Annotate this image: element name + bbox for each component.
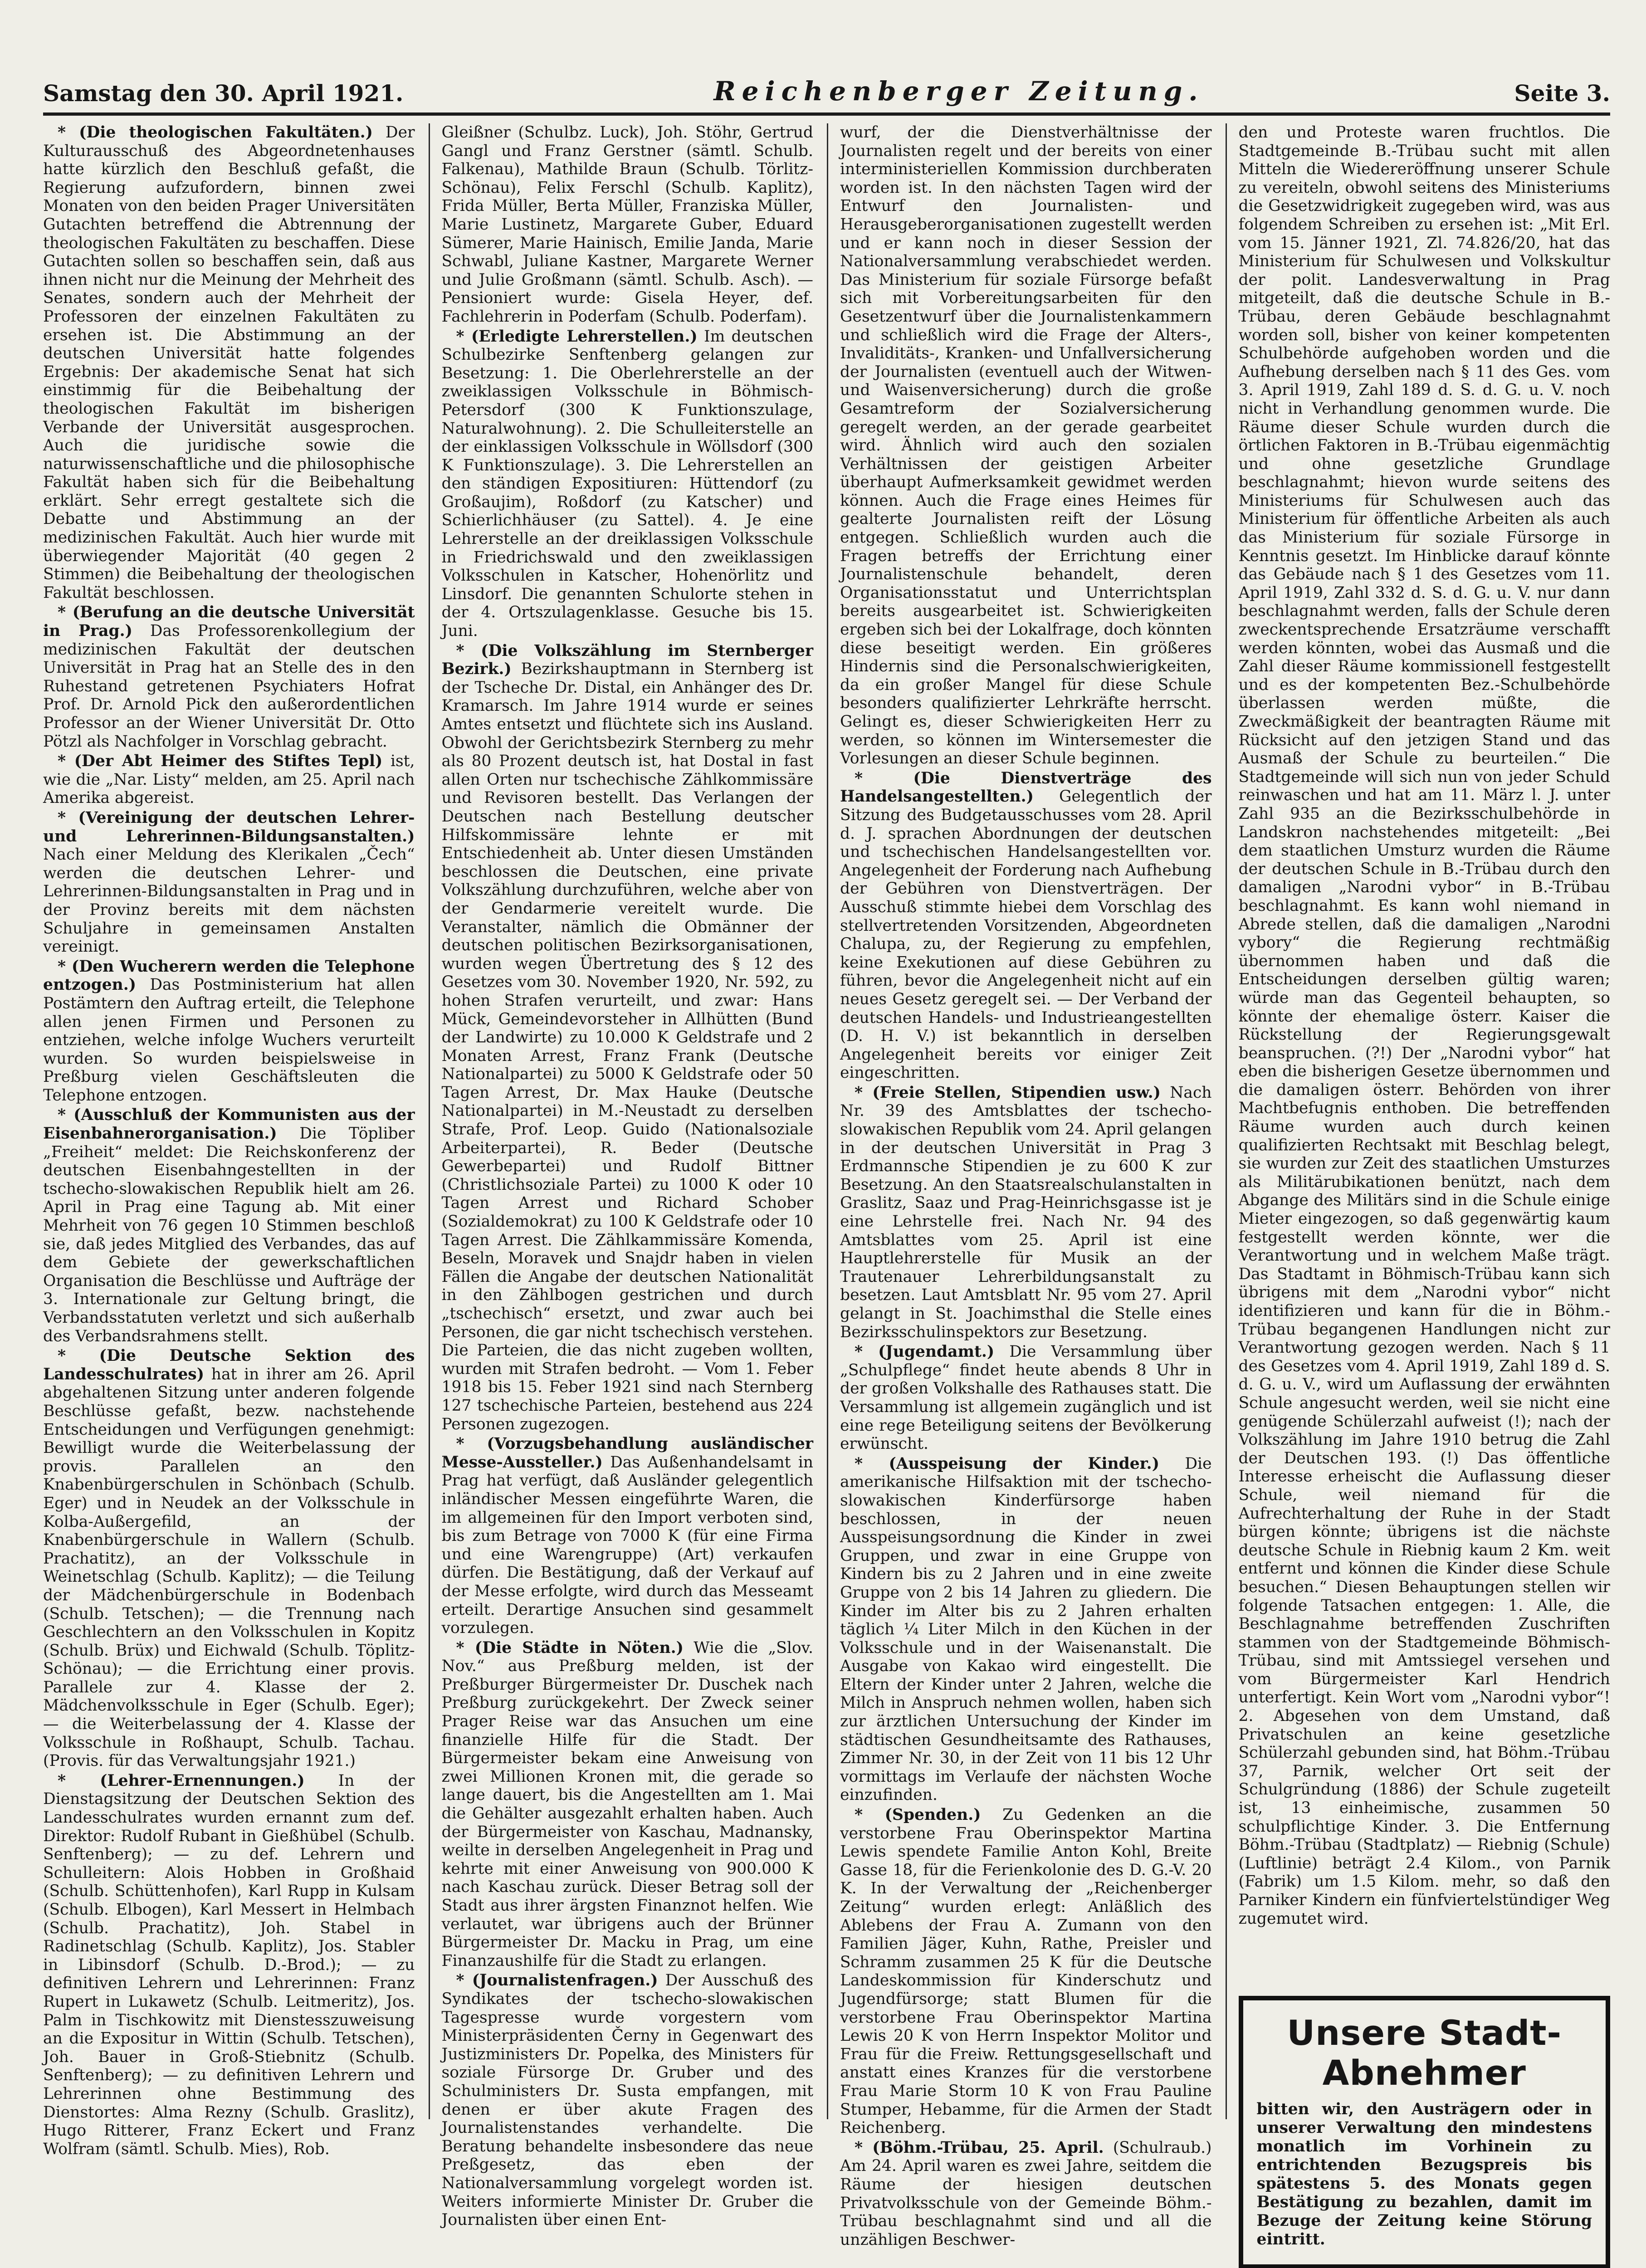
article-text: Die Töpliber „Freiheit“ meldet: Die Reichskonferenz der deutschen Eisenbahngestellten in der tschecho-slowakischen Republik hielt am 26. April in Prag eine Tagung ab. Mit einer Mehrheit von 76 gegen 10 Stimmen beschloß sie, daß jedes Mitglied des Verbandes, das auf dem Gebiete der gewerkschaftlichen Organisation die Beschlüsse und Aufträge der 3. Internationale zur Geltung bringt, die Verbandsstatuten verletzt und sich außerhalb des Verbandsrahmens stellt. — [43, 1124, 415, 1345]
article-paragraph — [43, 123, 415, 602]
article-paragraph — [442, 123, 814, 326]
article-text: wurf, der die Dienstverhältnisse der Journalisten regelt und der bereits von einer interministeriellen Kommission durchberaten worden ist. In den nächsten Tagen wird der Entwurf den Journalisten- und Herausgeberorganisationen zugestellt werden und er kann noch in dieser Session der Nationalversammlung verabschiedet werden. Das Ministerium für soziale Fürsorge befaßt sich mit Vorbereitungsarbeiten für den Gesetzentwurf über die Journalistenkammern und schließlich wird die Frage der Alters-, Invaliditäts-, Kranken- und Unfallversicherung der Journalisten (eventuell auch der Witwen- und Waisenversicherung) durch die große Gesamtreform der Sozialversicherung geregelt werden, an der gerade gearbeitet wird. Ähnlich wird auch den sozialen Verhältnissen der geistigen Arbeiter überhaupt Aufmerksamkeit gewidmet werden können. Auch die Frage eines Heimes für gealterte Journalisten reift der Lösung entgegen. Schließlich wurden auch die Fragen betreffs der Errichtung einer Journalistenschule behandelt, deren Organisationsstatut und Unterrichtsplan bereits ausgearbeitet ist. Schwierigkeiten ergeben sich bei der Lokalfrage, doch könnten diese beseitigt werden. Ein größeres Hindernis sind die Personalschwierigkeiten, da ein großer Mangel für diese Schule besonders qualifizierter Lehrkräfte herrscht. Gelingt es, dieser Schwierigkeiten Herr zu werden, so können im Wintersemester die Vorlesungen an dieser Schule beginnen. — [840, 123, 1212, 768]
article-text: den und Proteste waren fruchtlos. Die Stadtgemeinde B.-Trübau sucht mit allen Mitteln die Wiedereröffnung unserer Schule zu vereiteln, obwohl seitens des Ministeriums die Gesetzwidrigkeit zugegeben wird, was aus folgendem Schreiben zu ersehen ist: „Mit Erl. vom 15. Jänner 1921, Zl. 74.826/20, hat das Ministerium für Schulwesen und Volkskultur der polit. Landesverwaltung in Prag mitgeteilt, daß die deutsche Schule in B.-Trübau, deren Gebäude beschlagnahmt worden soll, bisher von keiner kompetenten Schulbehörde aufgehoben worden und die Aufhebung derselben nach § 11 des Ges. vom 3. April 1919, Zahl 189 d. S. d. G. u. V. noch nicht in Verhandlung genommen wurde. Die Räume dieser Schule wurden durch die örtlichen Faktoren in B.-Trübau eigenmächtig und ohne gesetzliche Grundlage beschlagnahmt; hievon wurde seitens des Ministeriums für Schulwesen auch das Ministerium für öffentliche Arbeiten als auch das Ministerium für soziale Fürsorge in Kenntnis gesetzt. Im Hinblicke darauf könnte das Gebäude nach § 1 des Gesetzes vom 11. April 1919, Zahl 332 d. S. d. G. u. V. nur dann beschlagnahmt werden, falls der Schule deren zweckentsprechende Ersatzräume verschafft werden könnten, wobei das Ausmaß und die Zahl dieser Räume kommissionell festgestellt und es der kompetenten Bez.-Schulbehörde überlassen werden müßte, die Zweckmäßigkeit der beantragten Räume mit Rücksicht auf den jetzigen Stand und das Ausmaß der Schule zu beurteilen.“ Die Stadtgemeinde will sich nun von jeder Schuld reinwaschen und hat am 11. März l. J. unter Zahl 935 an die Bezirksschulbehörde in Landskron nachstehendes mitgeteilt: „Bei dem staatlichen Umsturz wurden die Räume der deutschen Schule in B.-Trübau durch den damaligen „Narodni vybor“ in B.-Trübau beschlagnahmt. Es kann wohl niemand in Abrede stellen, daß die damaligen „Narodni vybory“ die Regierung rechtmäßig übernommen haben und daß die Entscheidungen derselben gültig waren; würde man das Gegenteil behaupten, so könnte der ehemalige österr. Kaiser die Rückstellung der Regierungsgewalt beanspruchen. (?!) Der „Narodni vybor“ hat eben die bisherigen Gesetze übernommen und die damaligen österr. Behörden von ihrer Machtbefugnis enthoben. Die betreffenden Räume wurden auch durch keinen qualifizierten Rechtsakt mit Beschlag belegt, sie wurden zur Zeit des staatlichen Umsturzes als Militärubikationen benützt, nach dem Abgange des Militärs sind in die Schule einige Mieter eingezogen, so daß gegenwärtig kaum festgestellt werden könnte, wer die Verantwortung und in welchem Maße trägt. Das Stadtamt in Böhmisch-Trübau kann sich übrigens mit dem „Narodni vybor“ nicht identifizieren und kann für die in Böhm.-Trübau begangenen Handlungen nicht zur Verantwortung gezogen werden. Nach § 11 des Gesetzes vom 4. April 1919, Zahl 189 d. S. d. G. u. V., wird um Auflassung der erwähnten Schule angesucht werden, weil sie nicht eine genügende Schülerzahl aufweist (!); nach der Volkszählung im Jahre 1910 betrug die Zahl der Deutschen 193. (!) Das öffentliche Interesse erheischt die Auflassung dieser Schule, weil niemand für die Aufrechterhaltung der Ruhe in der Stadt bürgen könnte; übrigens ist die nächste deutsche Schule in Riebnig kaum 2 Km. weit entfernt und können die Kinder diese Schule besuchen.“ Diesen Behauptungen stellen wir folgende Tatsachen entgegen: 1. Alle, die Beschlagnahme betreffenden Zuschriften stammen von der Stadtgemeinde Böhmisch-Trübau, sind mit Amtssiegel versehen und vom Bürgermeister Karl Hendrich unterfertigt. Kein Wort vom „Narodni vybor“! 2. Abgesehen von dem Umstand, daß Privatschulen an keine gesetzliche Schülerzahl gebunden sind, hat Böhm.-Trübau 37, Parnik, welcher Ort seit der Schulgründung (1886) der Schule zugeteilt ist, 13 einheimische, zusammen 50 schulpflichtige Kinder. 3. Die Entfernung Böhm.-Trübau (Stadtplatz) — Riebnig (Schule) (Luftlinie) beträgt 2.4 Kilom., von Parnik (Fabrik) um 1.5 Kilom. mehr, so daß den Parniker Kindern ein fünfviertelstündiger Weg zugemutet wird. — [1238, 123, 1610, 1928]
article-heading: * (Berufung an die deutsche Universität in Prag.) — [43, 603, 415, 640]
article-text: Nach Nr. 39 des Amtsblattes der tschecho-slowakischen Republik vom 24. April gelangen in der deutschen Universität in Prag 3 Erdmannsche Stipendien je zu 600 K zur Besetzung. An den Staatsrealschulanstalten in Graslitz, Saaz und Prag-Heinrichsgasse ist je eine Lehrstelle frei. Nach Nr. 94 des Amtsblattes vom 25. April ist eine Hauptlehrerstelle für Musik an der Trautenauer Lehrerbildungsanstalt zu besetzen. Laut Amtsblatt Nr. 95 vom 27. April gelangt in St. Joachimsthal die Stelle eines Bezirksschulinspektors zur Besetzung. — [840, 1083, 1212, 1341]
article-paragraph — [43, 1347, 415, 1770]
article-paragraph — [43, 1106, 415, 1345]
article-paragraph — [840, 1455, 1212, 1804]
article-paragraph — [840, 123, 1212, 768]
article-text: Die Versammlung über „Schulpflege“ findet heute abends 8 Uhr in der großen Volkshalle des Rathauses statt. Die Versammlung ist allgemein zugänglich und ist eine rege Beteiligung seitens der Bevölkerung erwünscht. — [840, 1343, 1212, 1453]
newspaper-title: Reichenberger Zeitung. — [713, 76, 1204, 107]
article-text: ist, wie die „Nar. Listy“ melden, am 25. April nach Amerika abgereist. — [43, 752, 415, 807]
page-header — [43, 66, 1610, 107]
article-text: Nach einer Meldung des Klerikalen „Čech“ werden die deutschen Lehrer- und Lehrerinnen-Bildungsanstalten in Prag und in der Provinz bereits mit dem nächsten Schuljahre in gemeinsamen Anstalten vereinigt. — [43, 846, 415, 956]
article-paragraph — [840, 1084, 1212, 1341]
notice-title: Unsere Stadt-Abnehmer — [1287, 2013, 1562, 2093]
article-paragraph — [43, 752, 415, 807]
article-text: Das Postministerium hat allen Postämtern den Auftrag erteilt, die Telephone allen jenen Firmen und Personen zu entziehen, welche infolge Wuchers verurteilt wurden. So wurden beispielsweise in Preßburg vielen Geschäftsleuten die Telephone entzogen. — [43, 976, 415, 1105]
article-text: In der Dienstagsitzung der Deutschen Sektion des Landesschulrates wurden ernannt zum def. Direktor: Rudolf Rubant in Gießhübel (Schulb. Senftenberg); — zu def. Lehrern und Schulleitern: Alois Hobben in Großhaid (Schulb. Schüttenhofen), Karl Rupp in Kulsam (Schulb. Elbogen), Karl Messert in Helmbach (Schulb. Prachatitz), Joh. Stabel in Radinetschlag (Schulb. Kaplitz), Jos. Stabler in Libinsdorf (Schulb. D.-Brod.); — zu definitiven Lehrern und Lehrerinnen: Franz Rupert in Lukawetz (Schulb. Leitmeritz), Jos. Palm in Tischkowitz mit Dienstesszuweisung an die Expositur in Wittin (Schulb. Tetschen), Joh. Bauer in Groß-Stiebnitz (Schulb. Senftenberg); — zu definitiven Lehrern und Lehrerinnen ohne Bestimmung des Dienstortes: Alma Rezny (Schulb. Graslitz), Hugo Ritterer, Franz Eckert und Franz Wolfram (sämtl. Schulb. Mies), Rob. — [43, 1771, 415, 2158]
article-columns — [43, 123, 1610, 2249]
article-heading: * (Jugendamt.) — [855, 1343, 995, 1361]
column-2 — [429, 123, 814, 2229]
article-paragraph — [442, 1971, 814, 2229]
issue-date: Samstag den 30. April 1921. — [43, 80, 404, 107]
header-rule — [43, 112, 1610, 116]
article-heading: * (Böhm.-Trübau, 25. April. — [855, 2138, 1104, 2157]
article-text: hat in ihrer am 26. April abgehaltenen Sitzung unter anderen folgende Beschlüsse gefaßt, bezw. nachstehende Entscheidungen und Verfügungen genehmigt: Bewilligt wurde die Weiterbelassung der provis. Parallelen an den Knabenbürgerschulen in Schönbach (Schulb. Eger) und in Neudek an der Volksschule in Kolba-Außergefild, an der Knabenbürgerschule in Wallern (Schulb. Prachatitz), an der Volksschule in Weinetschlag (Schulb. Kaplitz); — die Teilung der Mädchenbürgerschule in Bodenbach (Schulb. Tetschen); — die Trennung nach Geschlechtern an den Volksschulen in Kopitz (Schulb. Brüx) und Eichwald (Schulb. Töplitz-Schönau); — die Errichtung einer provis. Parallele zur 4. Klasse der 2. Mädchenvolksschule in Eger (Schulb. Eger); — die Weiterbelassung der 4. Klasse der Volksschule in Roßhaupt, Schulb. Tachau. (Provis. für das Verwaltungsjahr 1921.) — [43, 1365, 415, 1770]
article-text: Wie die „Slov. Nov.“ aus Preßburg melden, ist der Preßburger Bürgermeister Dr. Duschek nach Preßburg zurückgekehrt. Der Zweck seiner Prager Reise war das Ansuchen um eine finanzielle Hilfe für die Stadt. Der Bürgermeister bekam eine Anweisung von zwei Millionen Kronen mit, die gerade so lange dauert, bis die Angestellten am 1. Mai die Gehälter ausgezahlt erhalten haben. Auch der Bürgermeister von Kaschau, Madnansky, weilte in derselben Angelegenheit in Prag und kehrte mit einer Anweisung von 900.000 K nach Kaschau zurück. Dieser Betrag soll der Stadt aus ihrer ärgsten Finanznot helfen. Wie verlautet, war übrigens auch der Brünner Bürgermeister Dr. Macku in Prag, um eine Finanzaushilfe für die Stadt zu erlangen. — [441, 1638, 814, 1970]
article-text: (Schulraub.) Am 24. April waren es zwei Jahre, seitdem die Räume der hiesigen deutschen Privatvolksschule von der Gemeinde Böhm.-Trübau beschlagnahmt sind und all die unzähligen Beschwer- — [840, 2138, 1212, 2249]
article-heading: * (Vereinigung der deutschen Lehrer- und Lehrerinnen-Bildungsanstalten.) — [43, 808, 415, 846]
article-heading: * (Den Wucherern werden die Telephone entzogen.) — [43, 957, 415, 994]
article-heading: * (Journalistenfragen.) — [456, 1971, 658, 1990]
article-paragraph — [442, 642, 814, 1434]
article-paragraph — [840, 769, 1212, 1082]
article-heading: * (Spenden.) — [855, 1806, 981, 1824]
article-heading: * (Lehrer-Ernennungen.) — [58, 1771, 305, 1790]
column-4 — [1226, 123, 1611, 2249]
article-paragraph — [840, 2139, 1212, 2249]
article-text: Der Kulturausschuß des Abgeordnetenhauses hatte kürzlich den Beschluß gefaßt, die Regierung aufzufordern, binnen zwei Monaten von den beiden Prager Universitäten Gutachten betreffend die Abtrennung der theologischen Fakultäten zu beschaffen. Diese Gutachten sollen so beschaffen sein, daß aus ihnen nicht nur die Meinung der Mehrheit des Senates, sondern auch der Mehrheit der Professoren der einzelnen Fakultäten zu ersehen ist. Die Abstimmung an der deutschen Universität hatte folgendes Ergebnis: Der akademische Senat hat sich einstimmig für die Beibehaltung der theologischen Fakultät im bisherigen Verbande der Universität ausgesprochen. Auch die juridische sowie die naturwissenschaftliche und die philosophische Fakultät haben sich für die Beibehaltung erklärt. Sehr erregt gestaltete sich die Debatte und Abstimmung an der medizinischen Fakultät. Auch hier wurde mit überwiegender Majorität (40 gegen 2 Stimmen) die Beibehaltung der theologischen Fakultät beschlossen. — [43, 123, 415, 602]
article-paragraph — [43, 1772, 415, 2158]
page-number: Seite 3. — [1514, 80, 1610, 107]
article-paragraph — [43, 603, 415, 751]
article-paragraph — [442, 1639, 814, 1970]
article-paragraph — [840, 1343, 1212, 1453]
subscriber-notice-box — [1239, 1996, 1611, 2268]
article-text: Gleißner (Schulbz. Luck), Joh. Stöhr, Gertrud Gangl und Franz Gerstner (sämtl. Schulb. Falkenau), Mathilde Braun (Schulb. Törlitz-Schönau), Felix Ferschl (Schulb. Kaplitz), Frida Müller, Berta Müller, Franziska Müller, Marie Lustinetz, Margarete Guber, Eduard Sümerer, Marie Hainisch, Emilie Janda, Marie Schwabl, Juliane Kastner, Margarete Werner und Julie Großmann (sämtl. Schulb. Asch). — Pensioniert wurde: Gisela Heyer, def. Fachlehrerin in Poderfam (Schulb. Poderfam). — [441, 123, 813, 326]
article-heading: * (Der Abt Heimer des Stiftes Tepl) — [58, 752, 383, 771]
article-paragraph — [840, 1806, 1212, 2137]
article-text: Das Professorenkollegium der medizinischen Fakultät der deutschen Universität in Prag hat an Stelle des in den Ruhestand getretenen Psychiaters Hofrat Prof. Dr. Arnold Pick den außerordentlichen Professor an der Wiener Universität Dr. Otto Pötzl als Nachfolger in Vorschlag gebracht. — [43, 622, 415, 751]
article-text: Die amerikanische Hilfsaktion mit der tschecho-slowakischen Kinderfürsorge haben beschlossen, in der neuen Ausspeisungsordnung die Kinder in zwei Gruppen, und zwar in eine Gruppe von Kindern bis zu 2 Jahren und in eine zweite Gruppe von 2 bis 14 Jahren zu gliedern. Die Kinder im Alter bis zu 2 Jahren erhalten täglich ¼ Liter Milch in den Küchen in der Volksschule und in der Waisenanstalt. Die Ausgabe von Kakao wird eingestellt. Die Eltern der Kinder unter 2 Jahren, welche die Milch in Anspruch nehmen wollen, haben sich zur ärztlichen Untersuchung der Kinder im städtischen Gesundheitsamte des Rathauses, Zimmer Nr. 30, in der Zeit von 11 bis 12 Uhr vormittags im Verlaufe der nächsten Woche einzufinden. — [840, 1454, 1212, 1804]
article-heading: * (Die Volkszählung im Sternberger Bezirk.) — [441, 641, 813, 679]
article-text: Bezirkshauptmann in Sternberg ist der Tscheche Dr. Distal, ein Anhänger des Dr. Kramarsch. Im Jahre 1914 wurde er seines Amtes entsetzt und flüchtete sich ins Ausland. Obwohl der Gerichtsbezirk Sternberg zu mehr als 80 Prozent deutsch ist, hat Dostal in fast allen Orten nur tschechische Zählkommissäre und Revisoren bestellt. Das Verlangen der Deutschen nach Bestellung deutscher Hilfskommissäre lehnte er mit Entschiedenheit ab. Unter diesen Umständen beschlossen die Deutschen, eine private Volkszählung durchzuführen, welche aber von der Gendarmerie vereitelt wurde. Die Veranstalter, nämlich die Obmänner der deutschen politischen Bezirksorganisationen, wurden wegen Übertretung des § 12 des Gesetzes vom 30. November 1920, Nr. 592, zu hohen Strafen verurteilt, und zwar: Hans Mück, Gemeindevorsteher in Allhütten (Bund der Landwirte) zu 10.000 K Geldstrafe und 2 Monaten Arrest, Franz Frank (Deutsche Nationalpartei) zu 5000 K Geldstrafe oder 50 Tagen Arrest, Dr. Max Hauke (Deutsche Nationalpartei) in M.-Neustadt zu derselben Strafe, Prof. Leop. Guido (Nationalsoziale Arbeiterpartei), R. Beder (Deutsche Gewerbepartei) und Rudolf Bittner (Christlichsoziale Partei) zu 1000 K oder 10 Tagen Arrest und Richard Schober (Sozialdemokrat) zu 100 K Geldstrafe oder 10 Tagen Arrest. Die Zählkammissäre Komenda, Beseln, Moravek und Snajdr haben in vielen Fällen die Angabe der deutschen Nationalität in den Zählbogen gestrichen und durch „tschechisch“ ersetzt, und zwar auch bei Personen, die gar nicht tschechisch verstehen. Die Parteien, die das nicht zugeben wollten, wurden mit Strafen bedroht. — Vom 1. Feber 1918 bis 15. Feber 1921 sind nach Sternberg 127 tschechische Parteien, bestehend aus 224 Personen zugezogen. — [441, 660, 813, 1433]
article-text: Gelegentlich der Sitzung des Budgetausschusses vom 28. April d. J. sprachen Abordnungen der deutschen und tschechischen Handelsangestellten vor. Angelegenheit der Forderung nach Aufhebung der Gebühren von Dienstverträgen. Der Ausschuß stimmte hiebei dem Vorschlag des stellvertretenden Vorsitzenden, Abgeordneten Chalupa, zu, der Regierung zu empfehlen, keine Exekutionen auf diese Gebühren zu führen, bevor die Angelegenheit nicht auf ein neues Gesetz geregelt sei. — Der Verband der deutschen Handels- und Industrieangestellten (D. H. V.) ist bekanntlich in derselben Angelegenheit bereits vor einiger Zeit eingeschritten. — [840, 787, 1212, 1082]
article-text: Im deutschen Schulbezirke Senftenberg gelangen zur Besetzung: 1. Die Oberlehrerstelle an der zweiklassigen Volksschule in Böhmisch-Petersdorf (300 K Funktionszulage, Naturalwohnung). 2. Die Schulleiterstelle an der einklassigen Volksschule in Wöllsdorf (300 K Funktionszulage). 3. Die Lehrerstellen an den ständigen Expositiuren: Hüttendorf (zu Großaujim), Roßdorf (zu Katscher) und Schierlichhäuser (zu Sattel). 4. Je eine Lehrerstelle an der dreiklassigen Volksschule in Friedrichswald und den zweiklassigen Volksschulen in Katscher, Hohenörlitz und Linsdorf. Die genannten Schulorte stehen in der 4. Ortszulagenklasse. Gesuche bis 15. Juni. — [441, 327, 814, 640]
article-heading: * (Die Städte in Nöten.) — [456, 1638, 684, 1657]
article-paragraph — [1239, 123, 1611, 1928]
column-3 — [827, 123, 1212, 2249]
article-heading: * (Vorzugsbehandlung ausländischer Messe-Aussteller.) — [441, 1435, 813, 1471]
article-heading: * (Die Deutsche Sektion des Landesschulrates) — [43, 1347, 415, 1383]
article-paragraph — [442, 1435, 814, 1637]
column-4-articles — [1239, 123, 1611, 1928]
article-text: Zu Gedenken an die verstorbene Frau Oberinspektor Martina Lewis spendete Familie Anton Kohl, Breite Gasse 18, für die Ferienkolonie des D. G.-V. 20 K. In der Verwaltung der „Reichenberger Zeitung“ wurden erlegt: Anläßlich des Ablebens der Frau A. Zumann von den Familien Jäger, Kuhn, Rathe, Preisler und Schramm zusammen 25 K für die Deutsche Landeskommission für Kinderschutz und Jugendfürsorge; statt Blumen für die verstorbene Frau Oberinspektor Martina Lewis 20 K von Herrn Inspektor Molitor und Frau für die Freiw. Rettungsgesellschaft und anstatt eines Kranzes für die verstorbene Frau Marie Storm 10 K von Frau Pauline Stumper, Hebamme, für die Armen der Stadt Reichenberg. — [840, 1806, 1212, 2137]
article-text: Der Ausschuß des Syndikates der tschecho-slowakischen Tagespresse wurde vorgestern vom Ministerpräsidenten Černy in Gegenwart des Justizministers Dr. Popelka, des Ministers für soziale Fürsorge Dr. Gruber und des Schulministers Dr. Susta empfangen, mit denen er über akute Fragen des Journalistenstandes verhandelte. Die Beratung behandelte insbesondere das neue Preßgesetz, das eben der Nationalversammlung vorgelegt worden ist. Weiters informierte Minister Dr. Gruber die Journalisten über einen Ent- — [441, 1971, 814, 2229]
article-paragraph — [43, 958, 415, 1105]
article-heading: * (Ausspeisung der Kinder.) — [855, 1454, 1160, 1473]
article-heading: * (Ausschluß der Kommunisten aus der Eisenbahnerorganisation.) — [43, 1106, 415, 1143]
article-heading: * (Die Dienstverträge des Handelsangestellten.) — [840, 769, 1212, 806]
article-paragraph — [442, 327, 814, 640]
column-1 — [43, 123, 415, 2158]
article-heading: * (Erledigte Lehrerstellen.) — [456, 327, 698, 346]
article-text: Das Außenhandelsamt in Prag hat verfügt, daß Ausländer gelegentlich inländischer Messen eingeführte Waren, die im allgemeinen für den Import verboten sind, bis zum Betrage von 7000 K (für eine Firma und eine Warengruppe) (Art) verkaufen dürfen. Die Bestätigung, daß der Verkauf auf der Messe erfolgte, wird durch das Messeamt erteilt. Derartige Ansuchen sind gesammelt vorzulegen. — [441, 1453, 813, 1637]
notice-body: bitten wir, den Austrägern oder in unserer Verwaltung den mindestens monatlich im Vorhinein zu entrichtenden Bezugspreis bis spätestens 5. des Monats gegen Bestätigung zu bezahlen, damit im Bezuge der Zeitung keine Störung eintritt. — [1256, 2100, 1592, 2249]
article-heading: * (Freie Stellen, Stipendien usw.) — [855, 1083, 1161, 1102]
article-paragraph — [43, 809, 415, 956]
article-heading: * (Die theologischen Fakultäten.) — [58, 123, 373, 142]
